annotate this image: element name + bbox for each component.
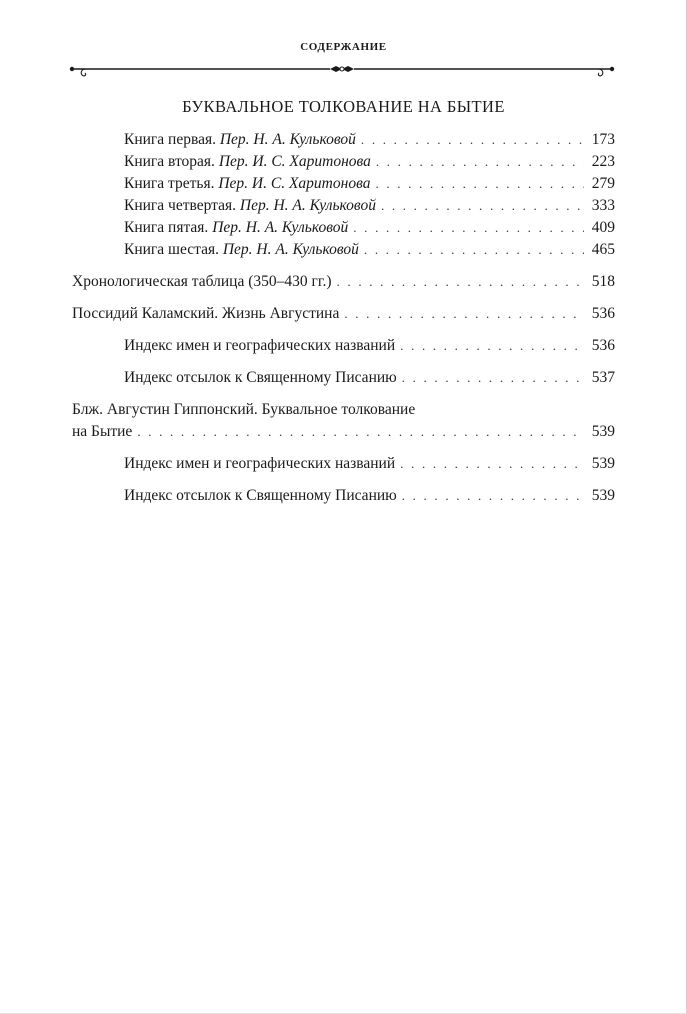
toc-entry-augustine-index-scripture[interactable]	[124, 486, 615, 506]
page-number: 333	[591, 197, 615, 214]
dot-leader	[361, 130, 584, 150]
toc-entry-chronology[interactable]	[72, 272, 615, 292]
entry-title: Книга шестая.	[124, 241, 219, 258]
dot-leader	[364, 240, 584, 260]
entry-translator: Пер. Н. А. Кульковой	[239, 197, 376, 214]
page-number: 539	[591, 455, 615, 472]
toc-entry-book-6[interactable]	[124, 240, 615, 260]
toc-entry-book-4[interactable]	[124, 196, 615, 216]
entry-title: Книга четвертая.	[124, 197, 236, 214]
page-number: 173	[591, 131, 615, 148]
page-number: 279	[591, 175, 615, 192]
toc-entry-possidius[interactable]	[72, 304, 615, 324]
dot-leader	[402, 486, 584, 506]
toc-entry-augustine-title[interactable]: Блж. Августин Гиппонский. Буквальное толкование	[72, 401, 416, 418]
page-number: 536	[591, 305, 615, 322]
entry-title: Индекс имен и географических названий	[124, 337, 396, 354]
toc-entry-book-2[interactable]	[124, 152, 615, 172]
entry-title: Индекс имен и географических названий	[124, 455, 396, 472]
section-title: БУКВАЛЬНОЕ ТОЛКОВАНИЕ НА БЫТИЕ	[182, 97, 505, 116]
dot-leader	[337, 272, 584, 292]
page-number: 465	[591, 241, 615, 258]
toc-entry-possidius-index-names[interactable]	[124, 336, 615, 356]
entry-title: Книга первая.	[124, 131, 216, 148]
toc-entry-book-1[interactable]	[124, 130, 615, 150]
running-title: СОДЕРЖАНИЕ	[300, 41, 387, 53]
page-number: 223	[591, 153, 615, 170]
entry-title: Книга вторая.	[124, 153, 215, 170]
dot-leader	[137, 422, 584, 442]
dot-leader	[375, 174, 584, 194]
entry-translator: Пер. И. С. Харитонова	[218, 153, 371, 170]
toc-entry-book-3[interactable]	[124, 174, 615, 194]
page-number: 409	[591, 219, 615, 236]
entry-translator: Пер. Н. А. Кульковой	[212, 219, 349, 236]
page-number: 536	[591, 337, 615, 354]
entry-title: на Бытие	[72, 423, 133, 440]
entry-title: Поссидий Каламский. Жизнь Августина	[72, 305, 340, 322]
page-number: 518	[591, 273, 615, 290]
entry-title: Книга третья.	[124, 175, 215, 192]
dot-leader	[381, 196, 584, 216]
entry-translator: Пер. Н. А. Кульковой	[222, 241, 359, 258]
entry-title: Книга пятая.	[124, 219, 209, 236]
dot-leader	[344, 304, 584, 324]
toc-entry-augustine-index-names[interactable]	[124, 454, 615, 474]
entry-translator: Пер. Н. А. Кульковой	[219, 131, 356, 148]
dot-leader	[400, 454, 584, 474]
page-number: 537	[591, 369, 615, 386]
entry-title: Хронологическая таблица (350–430 гг.)	[72, 273, 332, 290]
toc-entry-augustine[interactable]	[72, 422, 615, 442]
toc-entry-possidius-index-scripture[interactable]	[124, 368, 615, 388]
dot-leader	[376, 152, 584, 172]
entry-translator: Пер. И. С. Харитонова	[218, 175, 371, 192]
toc-entry-book-5[interactable]	[124, 218, 615, 238]
dot-leader	[402, 368, 584, 388]
ornamental-rule	[68, 63, 616, 81]
entry-title: Индекс отсылок к Священному Писанию	[124, 487, 397, 504]
page-number: 539	[591, 423, 615, 440]
dot-leader	[400, 336, 584, 356]
entry-title: Индекс отсылок к Священному Писанию	[124, 369, 397, 386]
dot-leader	[353, 218, 584, 238]
page-number: 539	[591, 487, 615, 504]
